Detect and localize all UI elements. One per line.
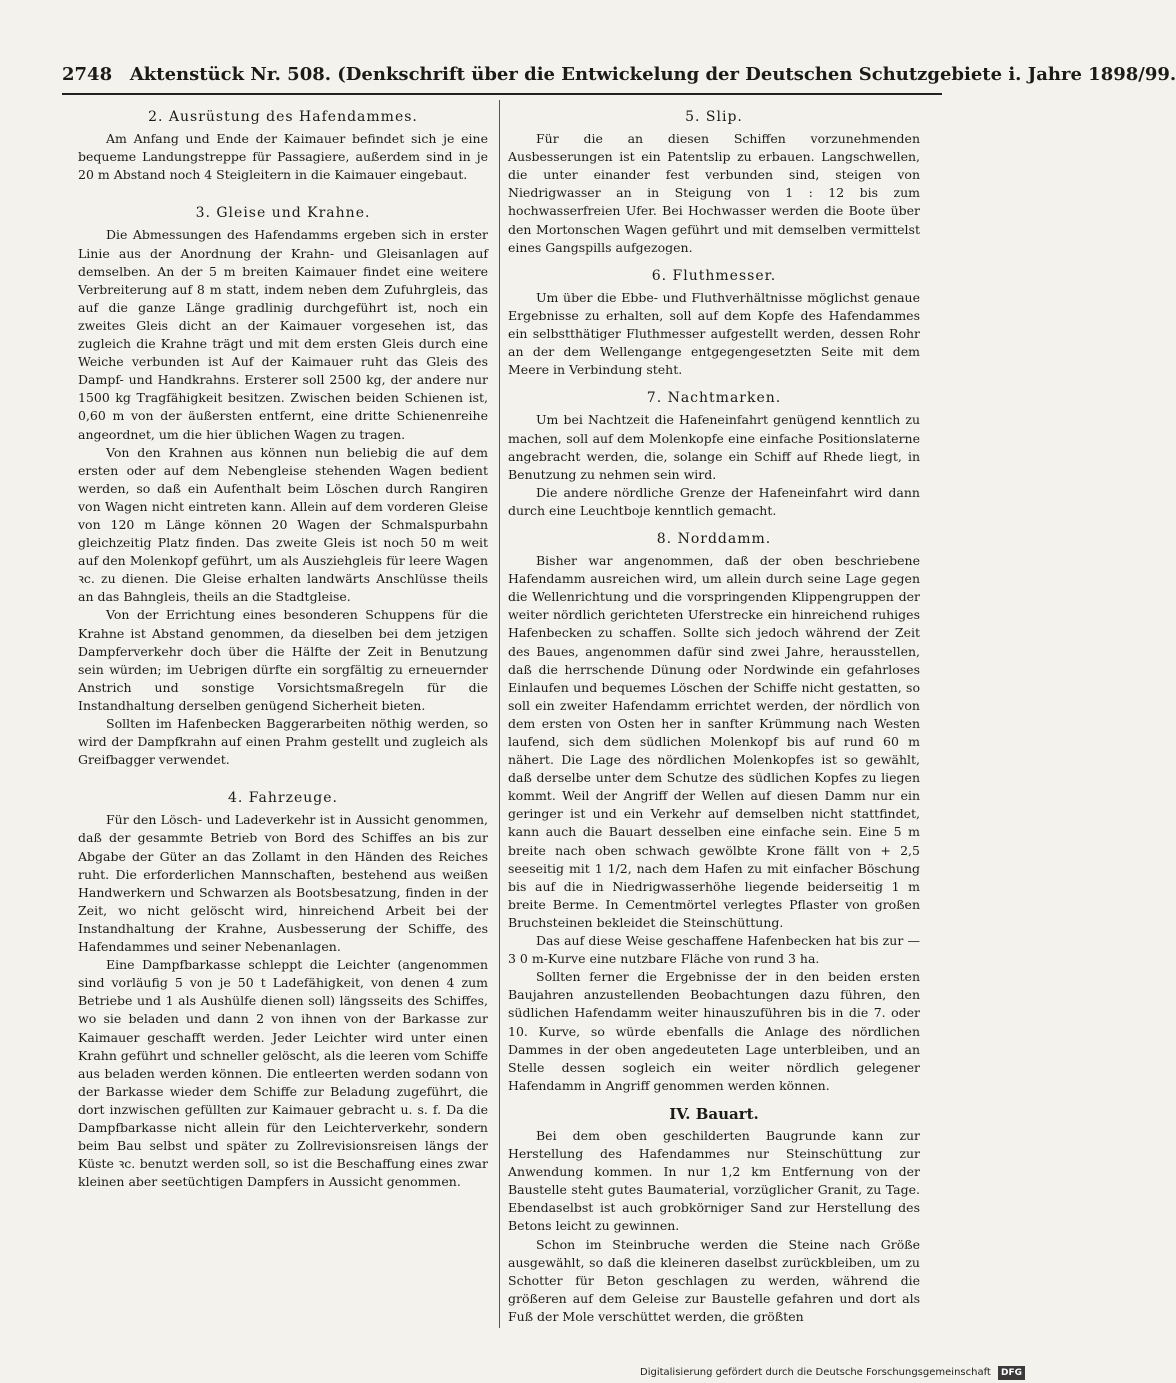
paragraph: Das auf diese Weise geschaffene Hafenbecken hat bis zur — 3 0 m-Kurve eine nutzbare Fläche von rund 3 ha. [508,933,920,967]
paragraph: Eine Dampfbarkasse schleppt die Leichter (angenommen sind vorläufig 5 von je 50 t Ladefähigkeit, von denen 4 zum Betriebe und 1 als Aushülfe dienen soll) längsseits des Schiffes, wo sie beladen und dann 2 von ihnen von der Barkasse zur Kaimauer geschafft werden. Jeder Leichter wird unter einen Krahn geführt und schneller gelöscht, als die leeren vom Schiffe aus beladen werden können. Die entleerten werden sodann von der Barkasse wieder dem Schiffe zur Beladung zugeführt, die dort inzwischen gefüllten zur Kaimauer gebracht u. s. f. Da die Dampfbarkasse nicht allein für den Leichterverkehr, sondern beim Bau selbst und später zu Zollrevisionsreisen längs der Küste ꝛc. benutzt werden soll, so ist die Beschaffung eines zwar kleinen aber seetüchtigen Dampfers in Aussicht genommen. [78,957,488,1190]
paragraph: Schon im Steinbruche werden die Steine nach Größe ausgewählt, so daß die kleineren daselbst zurückbleiben, um zu Schotter für Beton geschlagen zu werden, während die größeren auf dem Geleise zur Baustelle gefahren und dort als Fuß der Mole verschüttet werden, die größten [508,1236,920,1324]
credit-text: Digitalisierung gefördert durch die Deutsche Forschungsgemeinschaft [640,1367,991,1378]
section-2 [78,108,488,184]
right-column [508,108,920,1336]
section-5 [508,108,920,257]
chapter-heading: IV. Bauart. [669,1104,759,1123]
section-heading: 4. Fahrzeuge. [227,790,338,807]
section-heading: 6. Fluthmesser. [651,267,777,284]
paragraph: Bei dem oben geschilderten Baugrunde kann zur Herstellung des Hafendammes nur Steinschüttung zur Anwendung kommen. In nur 1,2 km Entfernung von der Baustelle steht gutes Baumaterial, vorzüglicher Granit, zu Tage. Ebendaselbst ist auch grobkörniger Sand zur Herstellung des Betons leicht zu gewinnen. [508,1127,920,1234]
paragraph: Sollten ferner die Ergebnisse der in den beiden ersten Baujahren anzustellenden Beobachtungen dazu führen, den südlichen Hafendamm weiter hinauszuführen bis in die 7. oder 10. Kurve, so würde ebenfalls die Anlage des nördlichen Dammes in der oben angedeuteten Lage unterbleiben, und an Stelle dessen sogleich ein weiter nördlich gelegener Hafendamm in Angriff genommen werden können. [508,969,920,1093]
section-heading: 7. Nachtmarken. [646,390,782,407]
paragraph: Die Abmessungen des Hafendamms ergeben sich in erster Linie aus der Anordnung der Krahn- und Gleisanlagen auf demselben. An der 5 m breiten Kaimauer findet eine weitere Verbreiterung auf 8 m statt, indem neben dem Zufuhrgleis, das auf die ganze Länge gradlinig durchgeführt ist, noch ein zweites Gleis dicht an der Kaimauer vorgesehen ist, das zugleich die Krahne trägt und mit dem ersten Gleis durch eine Weiche verbunden ist Auf der Kaimauer ruht das Gleis des Dampf- und Handkrahns. Ersterer soll 2500 kg, der andere nur 1500 kg Tragfähigkeit besitzen. Zwischen beiden Schienen ist, 0,60 m von der äußersten entfernt, eine dritte Schienenreihe angeordnet, um die hier üblichen Wagen zu tragen. [78,227,488,442]
digitization-credit [640,1366,1023,1380]
left-column [78,108,488,1201]
paragraph: Für den Lösch- und Ladeverkehr ist in Aussicht genommen, daß der gesammte Betrieb von Bord des Schiffes an bis zur Abgabe der Güter an das Zollamt in den Händen des Reiches ruht. Die erforderlichen Mannschaften, bestehend aus weißen Handwerkern und Schwarzen als Bootsbesatzung, finden in der Zeit, wo nicht gelöscht wird, hinreichend Arbeit bei der Instandhaltung der Krahne, Ausbesserung der Schiffe, des Hafendammes und seiner Nebenanlagen. [78,812,488,955]
header-rule [62,93,942,95]
section-iv [508,1105,920,1326]
paragraph: Um über die Ebbe- und Fluthverhältnisse möglichst genaue Ergebnisse zu erhalten, soll auf dem Kopfe des Hafendammes ein selbstthätiger Fluthmesser aufgestellt werden, dessen Rohr an der dem Wellengange entgegengesetzten Seite mit dem Meere in Verbindung steht. [508,289,920,378]
column-divider [499,100,500,1328]
paragraph: Für die an diesen Schiffen vorzunehmenden Ausbesserungen ist ein Patentslip zu erbauen. Langschwellen, die unter einander fest verbunden sind, steigen von Niedrigwasser an in Steigung von 1 : 12 bis zum hochwasserfreien Ufer. Bei Hochwasser werden die Boote über den Mortonschen Wagen geführt und mit demselben vermittelst eines Gangspills aufgezogen. [508,131,920,255]
page-header [62,58,1176,92]
page-number: 2748 [62,64,113,85]
dfg-logo: DFG [998,1366,1025,1380]
section-7 [508,389,920,520]
paragraph: Bisher war angenommen, daß der oben beschriebene Hafendamm ausreichen wird, um allein durch seine Lage gegen die Wellenrichtung und die vorspringenden Klippengruppen der weiter nördlich gerichteten Uferstrecke ein hinreichend ruhiges Hafenbecken zu schaffen. Sollte sich jedoch während der Zeit des Baues, angenommen dafür sind zwei Jahre, herausstellen, daß die herrschende Dünung oder Nordwinde ein gefahrloses Einlaufen und bequemes Löschen der Schiffe nicht gestatten, so soll ein zweiter Hafendamm errichtet werden, der nördlich von dem ersten von Osten her in sanfter Krümmung nach Westen laufend, sich dem südlichen Molenkopf bis auf rund 60 m nähert. Die Lage des nördlichen Molenkopfes ist so gewählt, daß derselbe unter dem Schutze des südlichen Kopfes zu liegen kommt. Weil der Angriff der Wellen auf diesen Damm nur ein geringer ist und ein Verkehr auf demselben nicht stattfindet, kann auch die Bauart desselben eine einfache sein. Eine 5 m breite nach oben schwach gewölbte Krone fällt von + 2,5 seeseitig mit 1 1/2, nach dem Hafen zu mit einfacher Böschung bis auf die in Niedrigwasserhöhe liegende beiderseitig 1 m breite Berme. In Cementmörtel verlegtes Pflaster von großen Bruchsteinen bekleidet die Steinschüttung. [508,553,920,930]
section-8 [508,530,920,1095]
section-heading: 2. Ausrüstung des Hafendammes. [148,109,418,125]
paragraph: Sollten im Hafenbecken Baggerarbeiten nöthig werden, so wird der Dampfkrahn auf einen Prahm gestellt und zugleich als Greifbagger verwendet. [78,716,488,768]
section-heading: 3. Gleise und Krahne. [195,205,371,222]
paragraph: Um bei Nachtzeit die Hafeneinfahrt genügend kenntlich zu machen, soll auf dem Molenkopfe eine einfache Positionslaterne angebracht werden, die, solange ein Schiff auf Rhede liegt, in Benutzung zu nehmen sein wird. [508,412,920,482]
section-4 [78,789,488,1191]
section-heading: 5. Slip. [685,109,743,125]
paragraph: Die andere nördliche Grenze der Hafeneinfahrt wird dann durch eine Leuchtboje kenntlich gemacht. [508,484,920,518]
paragraph: Von den Krahnen aus können nun beliebig die auf dem ersten oder auf dem Nebengleise stehenden Wagen bedient werden, so daß ein Aufenthalt beim Löschen durch Rangiren von Wagen nicht eintreten kann. Allein auf dem vorderen Gleise von 120 m Länge können 20 Wagen der Schmalspurbahn gleichzeitig Platz finden. Das zweite Gleis ist noch 50 m weit auf den Molenkopf geführt, um als Ausziehgleis für leere Wagen ꝛc. zu dienen. Die Gleise erhalten landwärts Anschlüsse theils an das Bahngleis, theils an die Stadtgleise. [78,444,488,605]
section-heading: 8. Norddamm. [656,530,772,547]
running-title: Aktenstück Nr. 508. (Denkschrift über die Entwickelung der Deutschen Schutzgebiete i. Jahre 1898/99. [129,64,1176,85]
section-3 [78,204,488,769]
paragraph: Von der Errichtung eines besonderen Schuppens für die Krahne ist Abstand genommen, da dieselben bei dem jetzigen Dampferverkehr doch über die Hälfte der Zeit in Benutzung sein würden; im Uebrigen dürfte ein sorgfältig zu erneuernder Anstrich und sonstige Vorsichtsmaßregeln für die Instandhaltung derselben genügend Sicherheit bieten. [78,607,488,713]
section-6 [508,267,920,380]
paragraph: Am Anfang und Ende der Kaimauer befindet sich je eine bequeme Landungstreppe für Passagiere, außerdem sind in je 20 m Abstand noch 4 Steigleitern in die Kaimauer eingebaut. [78,131,488,183]
